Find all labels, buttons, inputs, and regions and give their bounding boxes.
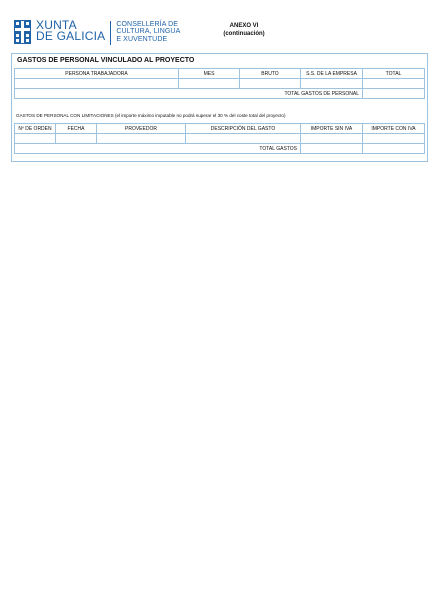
cell-orden-input[interactable] xyxy=(15,134,56,144)
logo-line-2: DE GALICIA xyxy=(36,29,106,43)
annex-title: ANEXO VI xyxy=(229,23,259,29)
logo-line-1: XUNTA xyxy=(36,18,77,32)
xunta-cross-logo-icon xyxy=(14,20,31,44)
section2-note: GASTOS DE PERSONAL CON LIMITACIONES (el importe máximo imputable no podrá superar el 30 % del coste total del proyecto) xyxy=(16,113,286,118)
annex-heading xyxy=(212,22,276,38)
total-row xyxy=(15,89,425,99)
xunta-logo xyxy=(14,20,180,45)
section1-title: GASTOS DE PERSONAL VINCULADO AL PROYECTO xyxy=(17,57,195,64)
col-mes: MES xyxy=(179,69,240,79)
col-persona-trabajadora: PERSONA TRABAJADORA xyxy=(15,69,179,79)
col-numero-orden: Nº DE ORDEN xyxy=(15,124,56,134)
col-importe-con-iva: IMPORTE CON IVA xyxy=(363,124,425,134)
total-personal-label: TOTAL GASTOS DE PERSONAL xyxy=(15,89,363,99)
col-bruto: BRUTO xyxy=(240,69,301,79)
table-row xyxy=(15,79,425,89)
table-header-row xyxy=(15,124,425,134)
cell-mes-input[interactable] xyxy=(179,79,240,89)
total-personal-input[interactable] xyxy=(363,89,425,99)
total-gastos-label: TOTAL GASTOS xyxy=(15,144,301,154)
cell-bruto-input[interactable] xyxy=(240,79,301,89)
cell-sin-iva-input[interactable] xyxy=(301,134,363,144)
logo-wordmark xyxy=(36,20,105,42)
cell-con-iva-input[interactable] xyxy=(363,134,425,144)
col-descripcion: DESCRIPCIÓN DEL GASTO xyxy=(186,124,301,134)
table-row xyxy=(15,134,425,144)
cell-persona-input[interactable] xyxy=(15,79,179,89)
dept-line-1: CONSELLERÍA DE xyxy=(116,21,179,28)
total-row xyxy=(15,144,425,154)
total-con-iva-input[interactable] xyxy=(363,144,425,154)
cell-fecha-input[interactable] xyxy=(56,134,97,144)
cell-ss-input[interactable] xyxy=(301,79,363,89)
department-name xyxy=(116,21,180,43)
dept-line-2: CULTURA, LINGUA xyxy=(116,28,181,36)
table-header-row xyxy=(15,69,425,79)
annex-subtitle: (continuación) xyxy=(223,31,265,37)
personnel-table xyxy=(14,68,425,99)
col-importe-sin-iva: IMPORTE SIN IVA xyxy=(301,124,363,134)
col-fecha: FECHA xyxy=(56,124,97,134)
col-proveedor: PROVEEDOR xyxy=(97,124,186,134)
cell-proveedor-input[interactable] xyxy=(97,134,186,144)
col-ss-empresa: S.S. DE LA EMPRESA xyxy=(301,69,363,79)
cell-total-input[interactable] xyxy=(363,79,425,89)
logo-divider xyxy=(110,21,111,45)
cell-descripcion-input[interactable] xyxy=(186,134,301,144)
limited-expenses-table xyxy=(14,123,425,154)
col-total: TOTAL xyxy=(363,69,425,79)
total-sin-iva-input[interactable] xyxy=(301,144,363,154)
dept-line-3: E XUVENTUDE xyxy=(116,35,168,43)
